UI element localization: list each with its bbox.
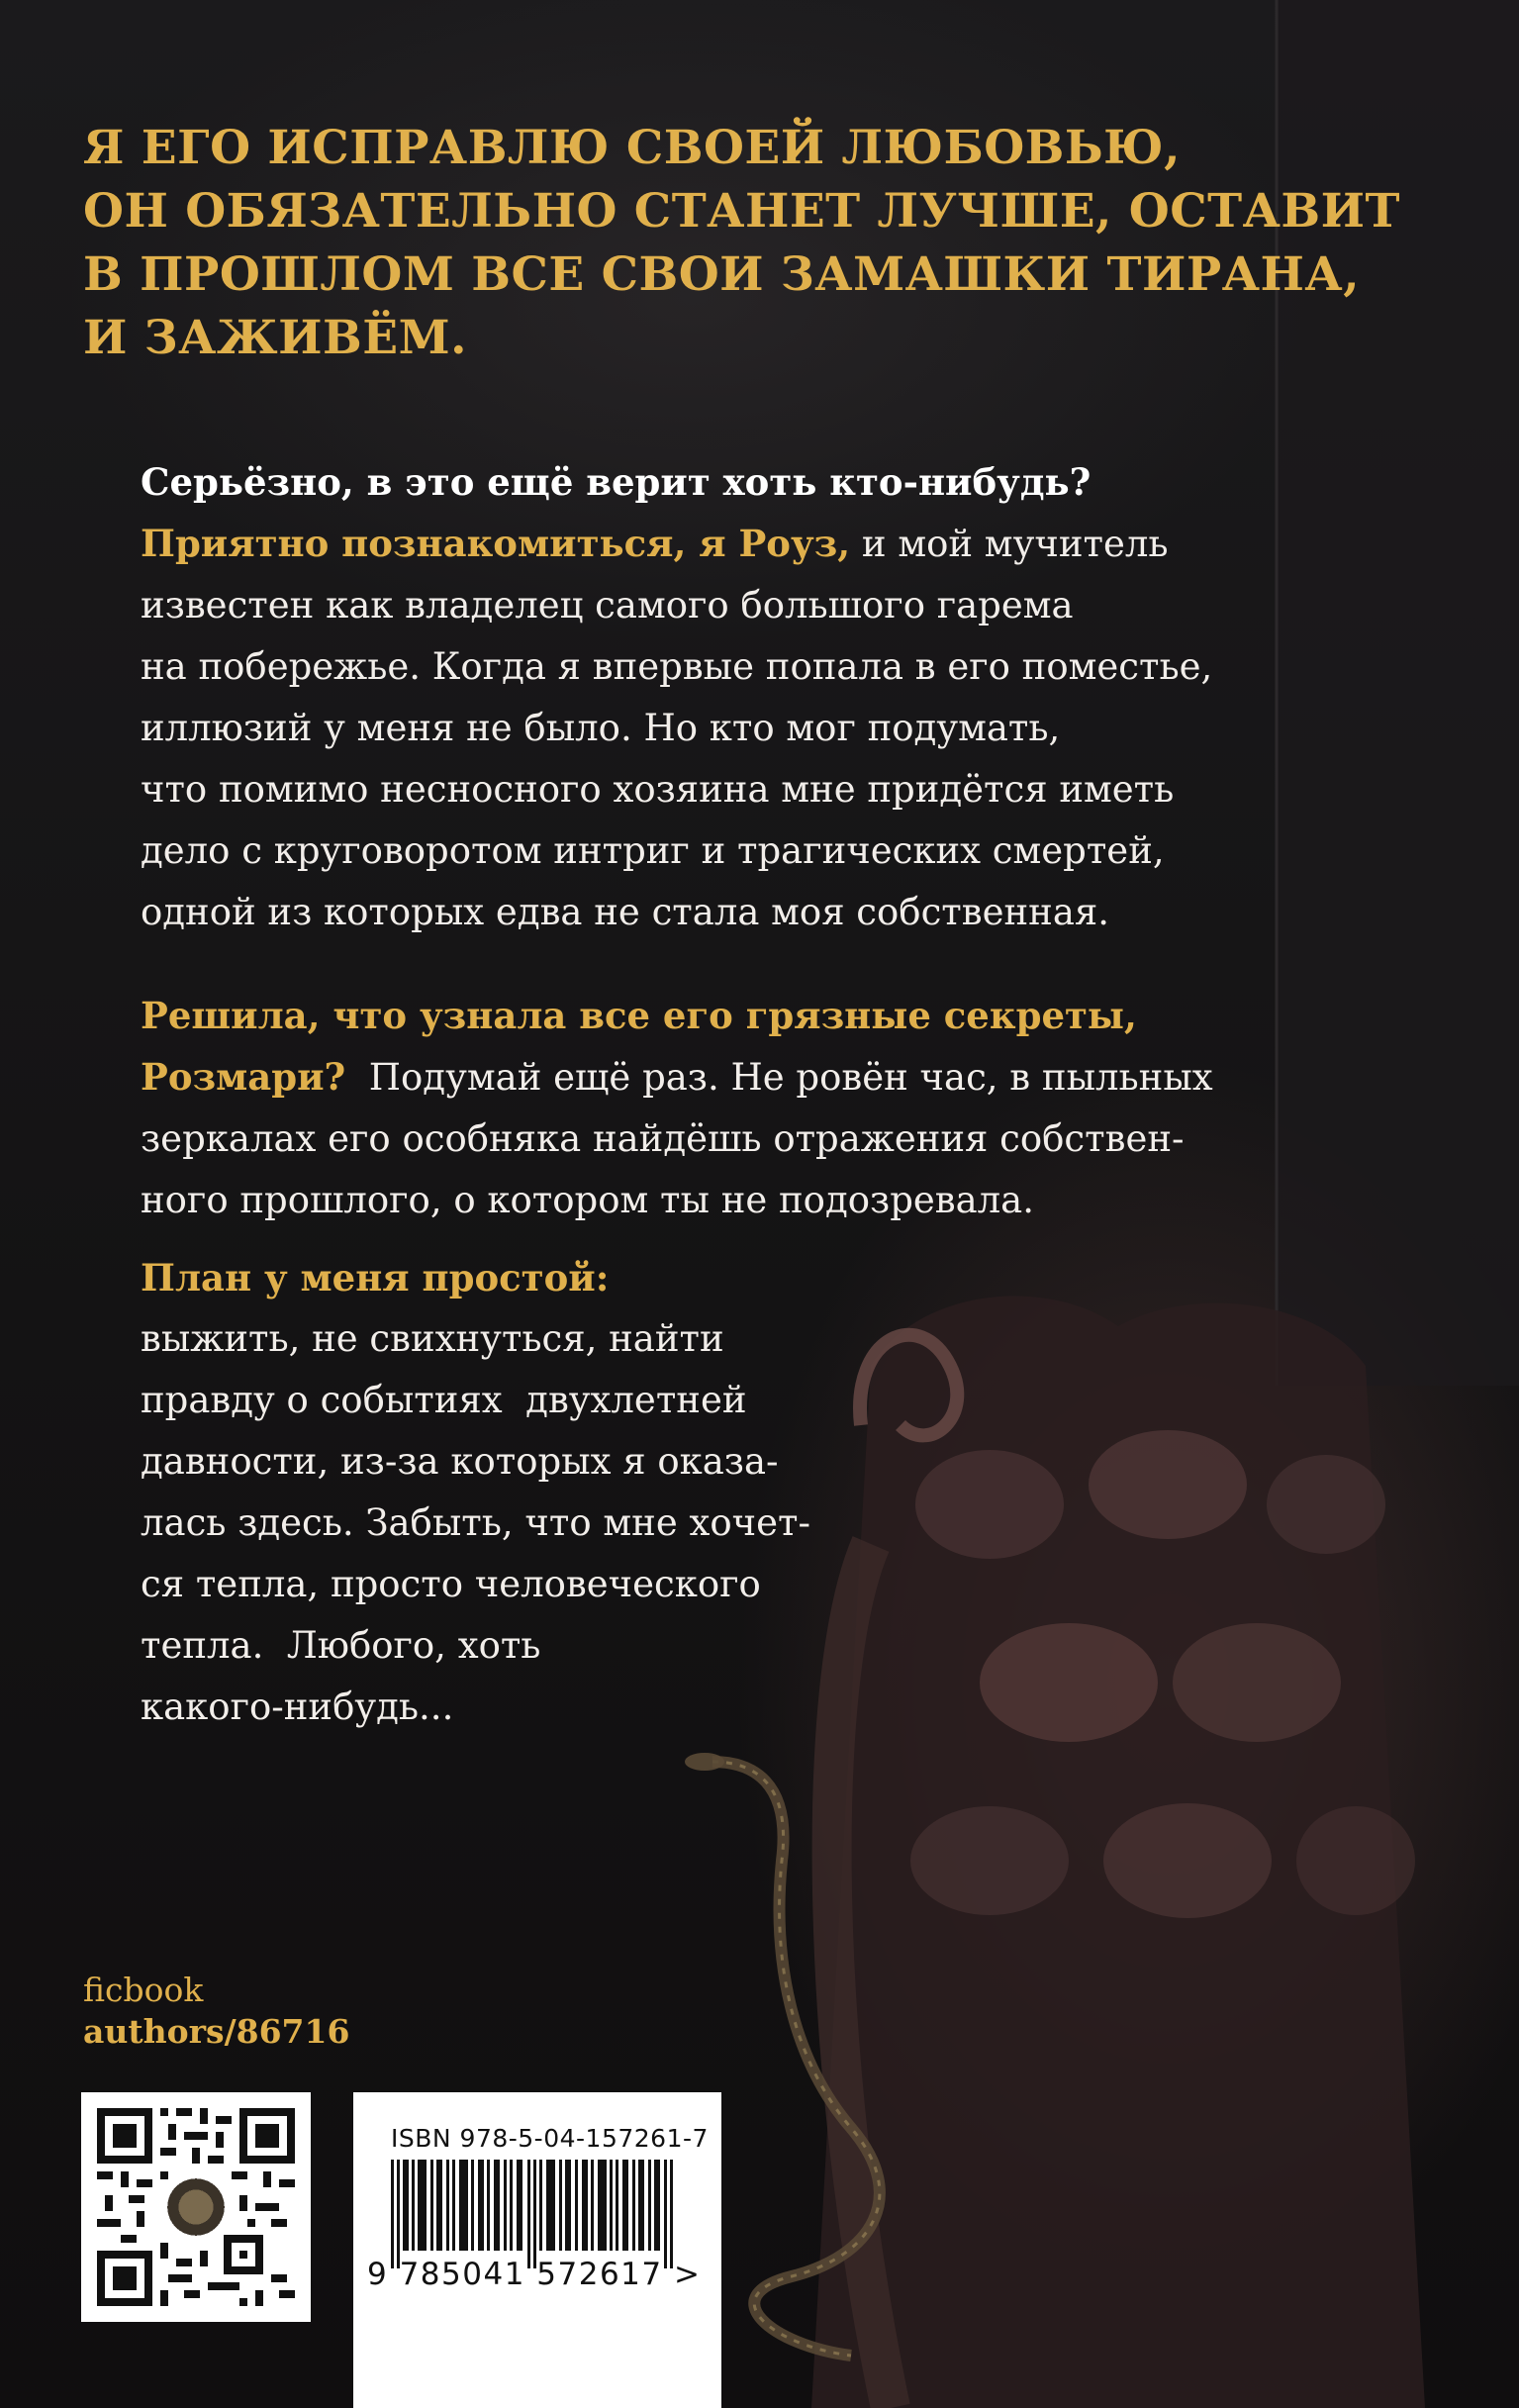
- tagline: [83, 117, 1449, 370]
- blurb-line: выжить, не свихнуться, найти: [141, 1317, 724, 1360]
- tagline-line: Я ЕГО ИСПРАВЛЮ СВОЕЙ ЛЮБОВЬЮ,: [83, 121, 1182, 175]
- blurb-paragraph-2: [141, 985, 1348, 1231]
- blurb-paragraph-3: [141, 1247, 1348, 1738]
- blurb-text: Подумай ещё раз. Не ровён час, в пыльных: [345, 1056, 1213, 1099]
- isbn-label: ISBN 978-5-04-157261-7: [391, 2124, 709, 2153]
- blurb-line: [141, 513, 1348, 575]
- blurb-line: на побережье. Когда я впервые попала в его поместье,: [141, 645, 1213, 688]
- blurb-line: давности, из-за которых я оказа-: [141, 1440, 779, 1483]
- qr-code-icon: [97, 2108, 295, 2306]
- highlight-text: Решила, что узнала все его грязные секреты,: [141, 994, 1137, 1037]
- blurb-line: правду о событиях двухлетней: [141, 1379, 747, 1421]
- blurb-line: [141, 1046, 1348, 1108]
- blurb-line: дело с круговоротом интриг и трагических смертей,: [141, 829, 1165, 872]
- blurb-line: лась здесь. Забыть, что мне хочет-: [141, 1501, 810, 1544]
- blurb-line: тепла. Любого, хоть: [141, 1624, 541, 1667]
- blurb-line: Серьёзно, в это ещё верит хоть кто-нибудь?: [141, 460, 1092, 504]
- tagline-line: ОН ОБЯЗАТЕЛЬНО СТАНЕТ ЛУЧШЕ, ОСТАВИТ: [83, 184, 1400, 239]
- blurb-text: и мой мучитель: [850, 523, 1169, 565]
- blurb-line: ного прошлого, о котором ты не подозревала.: [141, 1179, 1034, 1221]
- ficbook-author-link: [83, 1970, 349, 2053]
- blurb-line: что помимо несносного хозяина мне придётся иметь: [141, 768, 1175, 811]
- blurb-line: зеркалах его особняка найдёшь отражения собствен-: [141, 1117, 1185, 1160]
- blurb-line: известен как владелец самого большого гарема: [141, 584, 1074, 626]
- blurb-paragraph-1: [141, 451, 1348, 943]
- ean-digits: 9 785041 572617 >: [367, 2257, 702, 2292]
- blurb-line: иллюзий у меня не было. Но кто мог подумать,: [141, 707, 1061, 749]
- highlight-text: Розмари?: [141, 1055, 346, 1099]
- barcode-bars-icon: [391, 2160, 688, 2268]
- ficbook-label: ficbook: [83, 1971, 204, 2009]
- highlight-text: План у меня простой:: [141, 1256, 610, 1300]
- isbn-barcode: [353, 2092, 721, 2408]
- blurb-line: одной из которых едва не стала моя собственная.: [141, 891, 1109, 933]
- blurb-line: ся тепла, просто человеческого: [141, 1563, 761, 1605]
- qr-code: [81, 2092, 311, 2322]
- blurb-line: какого-нибудь...: [141, 1686, 454, 1728]
- tagline-line: И ЗАЖИВЁМ.: [83, 311, 467, 365]
- highlight-text: Приятно познакомиться, я Роуз,: [141, 522, 851, 565]
- tagline-line: В ПРОШЛОМ ВСЕ СВОИ ЗАМАШКИ ТИРАНА,: [83, 247, 1361, 302]
- ficbook-author-id: authors/86716: [83, 2012, 350, 2051]
